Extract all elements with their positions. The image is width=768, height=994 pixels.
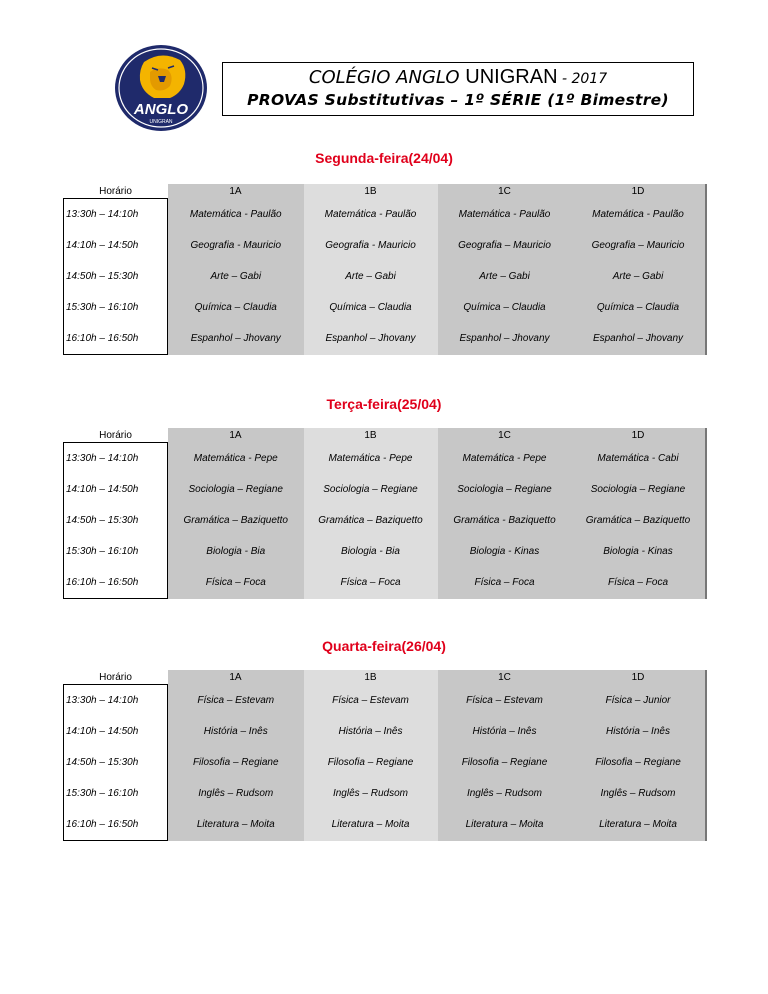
table-row bbox=[64, 716, 706, 747]
logo-text: ANGLO bbox=[133, 101, 189, 118]
exam-cell: História – Inês bbox=[572, 716, 706, 747]
exam-cell: Arte – Gabi bbox=[438, 261, 572, 292]
exam-cell: Química – Claudia bbox=[572, 292, 706, 323]
exam-cell: Literatura – Moita bbox=[438, 809, 572, 841]
exam-cell: Sociologia – Regiane bbox=[304, 474, 438, 505]
exam-cell: Química – Claudia bbox=[438, 292, 572, 323]
exam-cell: Geografia – Mauricio bbox=[438, 230, 572, 261]
logo-subtext: UNIGRAN bbox=[149, 119, 173, 125]
exam-cell: Matemática - Pepe bbox=[304, 443, 438, 475]
header-horario: Horário bbox=[64, 428, 168, 443]
title-box bbox=[222, 62, 694, 116]
header-class-1c: 1C bbox=[438, 184, 572, 199]
header-class-1d: 1D bbox=[572, 428, 706, 443]
time-slot: 16:10h – 16:50h bbox=[64, 809, 168, 841]
exam-cell: História – Inês bbox=[168, 716, 304, 747]
table-row bbox=[64, 778, 706, 809]
header-class-1a: 1A bbox=[168, 670, 304, 685]
time-slot: 14:50h – 15:30h bbox=[64, 747, 168, 778]
exam-cell: Geografia – Mauricio bbox=[572, 230, 706, 261]
exam-cell: Sociologia – Regiane bbox=[572, 474, 706, 505]
day-heading-wednesday: Quarta-feira(26/04) bbox=[322, 638, 446, 654]
day-heading-tuesday: Terça-feira(25/04) bbox=[326, 396, 442, 412]
time-slot: 15:30h – 16:10h bbox=[64, 536, 168, 567]
table-row bbox=[64, 809, 706, 841]
exam-cell: Espanhol – Jhovany bbox=[438, 323, 572, 355]
table-header-row bbox=[64, 670, 706, 685]
exam-cell: Espanhol – Jhovany bbox=[304, 323, 438, 355]
table-row bbox=[64, 536, 706, 567]
exam-cell: Arte – Gabi bbox=[304, 261, 438, 292]
exam-cell: Gramática – Baziquetto bbox=[572, 505, 706, 536]
time-slot: 14:10h – 14:50h bbox=[64, 716, 168, 747]
time-slot: 15:30h – 16:10h bbox=[64, 778, 168, 809]
header-horario: Horário bbox=[64, 184, 168, 199]
exam-cell: Espanhol – Jhovany bbox=[572, 323, 706, 355]
table-row bbox=[64, 747, 706, 778]
exam-cell: Biologia - Bia bbox=[168, 536, 304, 567]
time-slot: 14:10h – 14:50h bbox=[64, 230, 168, 261]
schedule-table-tuesday bbox=[63, 428, 707, 599]
exam-cell: Biologia - Bia bbox=[304, 536, 438, 567]
exam-cell: Matemática - Paulão bbox=[168, 199, 304, 231]
exam-cell: Geografia - Mauricio bbox=[168, 230, 304, 261]
exam-cell: Literatura – Moita bbox=[572, 809, 706, 841]
exam-cell: Matemática - Paulão bbox=[572, 199, 706, 231]
exam-cell: Inglês – Rudsom bbox=[438, 778, 572, 809]
exam-cell: Matemática - Paulão bbox=[438, 199, 572, 231]
table-header-row bbox=[64, 184, 706, 199]
header-class-1d: 1D bbox=[572, 670, 706, 685]
table-row bbox=[64, 474, 706, 505]
exam-cell: Inglês – Rudsom bbox=[304, 778, 438, 809]
exam-cell: Gramática – Baziquetto bbox=[304, 505, 438, 536]
table-row bbox=[64, 443, 706, 475]
exam-cell: Inglês – Rudsom bbox=[168, 778, 304, 809]
header-class-1c: 1C bbox=[438, 670, 572, 685]
exam-cell: História – Inês bbox=[304, 716, 438, 747]
exam-cell: Física – Foca bbox=[168, 567, 304, 599]
exam-cell: Física – Foca bbox=[572, 567, 706, 599]
table-row bbox=[64, 505, 706, 536]
title-part1: COLÉGIO ANGLO bbox=[308, 67, 460, 88]
title-part3: - 2017 bbox=[557, 71, 608, 87]
title-part2: UNIGRAN bbox=[465, 66, 558, 88]
exam-cell: Sociologia – Regiane bbox=[438, 474, 572, 505]
time-slot: 14:50h – 15:30h bbox=[64, 261, 168, 292]
schedule-table-monday bbox=[63, 184, 707, 355]
table-row bbox=[64, 261, 706, 292]
exam-cell: Matemática - Pepe bbox=[438, 443, 572, 475]
school-logo bbox=[114, 44, 208, 132]
exam-cell: História – Inês bbox=[438, 716, 572, 747]
page-subtitle: PROVAS Substitutivas – 1º SÉRIE (1º Bimestre) bbox=[247, 91, 669, 109]
exam-cell: Física – Junior bbox=[572, 685, 706, 717]
time-slot: 13:30h – 14:10h bbox=[64, 443, 168, 475]
exam-cell: Física – Estevam bbox=[438, 685, 572, 717]
exam-cell: Geografia - Mauricio bbox=[304, 230, 438, 261]
exam-cell: Espanhol – Jhovany bbox=[168, 323, 304, 355]
header-class-1b: 1B bbox=[304, 184, 438, 199]
exam-cell: Sociologia – Regiane bbox=[168, 474, 304, 505]
time-slot: 14:50h – 15:30h bbox=[64, 505, 168, 536]
exam-cell: Física – Foca bbox=[304, 567, 438, 599]
exam-cell: Física – Foca bbox=[438, 567, 572, 599]
time-slot: 13:30h – 14:10h bbox=[64, 199, 168, 231]
schedule-table-wednesday bbox=[63, 670, 707, 841]
header-class-1b: 1B bbox=[304, 670, 438, 685]
table-row bbox=[64, 230, 706, 261]
header-class-1d: 1D bbox=[572, 184, 706, 199]
table-row bbox=[64, 199, 706, 231]
header-class-1b: 1B bbox=[304, 428, 438, 443]
exam-cell: Matemática - Cabi bbox=[572, 443, 706, 475]
time-slot: 14:10h – 14:50h bbox=[64, 474, 168, 505]
exam-cell: Filosofia – Regiane bbox=[304, 747, 438, 778]
table-header-row bbox=[64, 428, 706, 443]
header-horario: Horário bbox=[64, 670, 168, 685]
exam-cell: Filosofia – Regiane bbox=[438, 747, 572, 778]
time-slot: 15:30h – 16:10h bbox=[64, 292, 168, 323]
header-class-1a: 1A bbox=[168, 184, 304, 199]
exam-cell: Química – Claudia bbox=[168, 292, 304, 323]
exam-cell: Química – Claudia bbox=[304, 292, 438, 323]
header-class-1a: 1A bbox=[168, 428, 304, 443]
exam-cell: Literatura – Moita bbox=[304, 809, 438, 841]
time-slot: 16:10h – 16:50h bbox=[64, 323, 168, 355]
exam-cell: Física – Estevam bbox=[304, 685, 438, 717]
exam-cell: Física – Estevam bbox=[168, 685, 304, 717]
exam-cell: Matemática - Paulão bbox=[304, 199, 438, 231]
exam-cell: Filosofia – Regiane bbox=[572, 747, 706, 778]
exam-cell: Literatura – Moita bbox=[168, 809, 304, 841]
table-row bbox=[64, 292, 706, 323]
exam-cell: Gramática – Baziquetto bbox=[168, 505, 304, 536]
table-row bbox=[64, 567, 706, 599]
time-slot: 16:10h – 16:50h bbox=[64, 567, 168, 599]
exam-cell: Biologia - Kinas bbox=[572, 536, 706, 567]
exam-cell: Gramática - Baziquetto bbox=[438, 505, 572, 536]
day-heading-monday: Segunda-feira(24/04) bbox=[315, 150, 453, 166]
header-class-1c: 1C bbox=[438, 428, 572, 443]
page-title bbox=[223, 66, 693, 89]
exam-cell: Inglês – Rudsom bbox=[572, 778, 706, 809]
exam-cell: Filosofia – Regiane bbox=[168, 747, 304, 778]
exam-cell: Arte – Gabi bbox=[572, 261, 706, 292]
table-row bbox=[64, 323, 706, 355]
exam-cell: Matemática - Pepe bbox=[168, 443, 304, 475]
table-row bbox=[64, 685, 706, 717]
exam-cell: Biologia - Kinas bbox=[438, 536, 572, 567]
time-slot: 13:30h – 14:10h bbox=[64, 685, 168, 717]
exam-cell: Arte – Gabi bbox=[168, 261, 304, 292]
